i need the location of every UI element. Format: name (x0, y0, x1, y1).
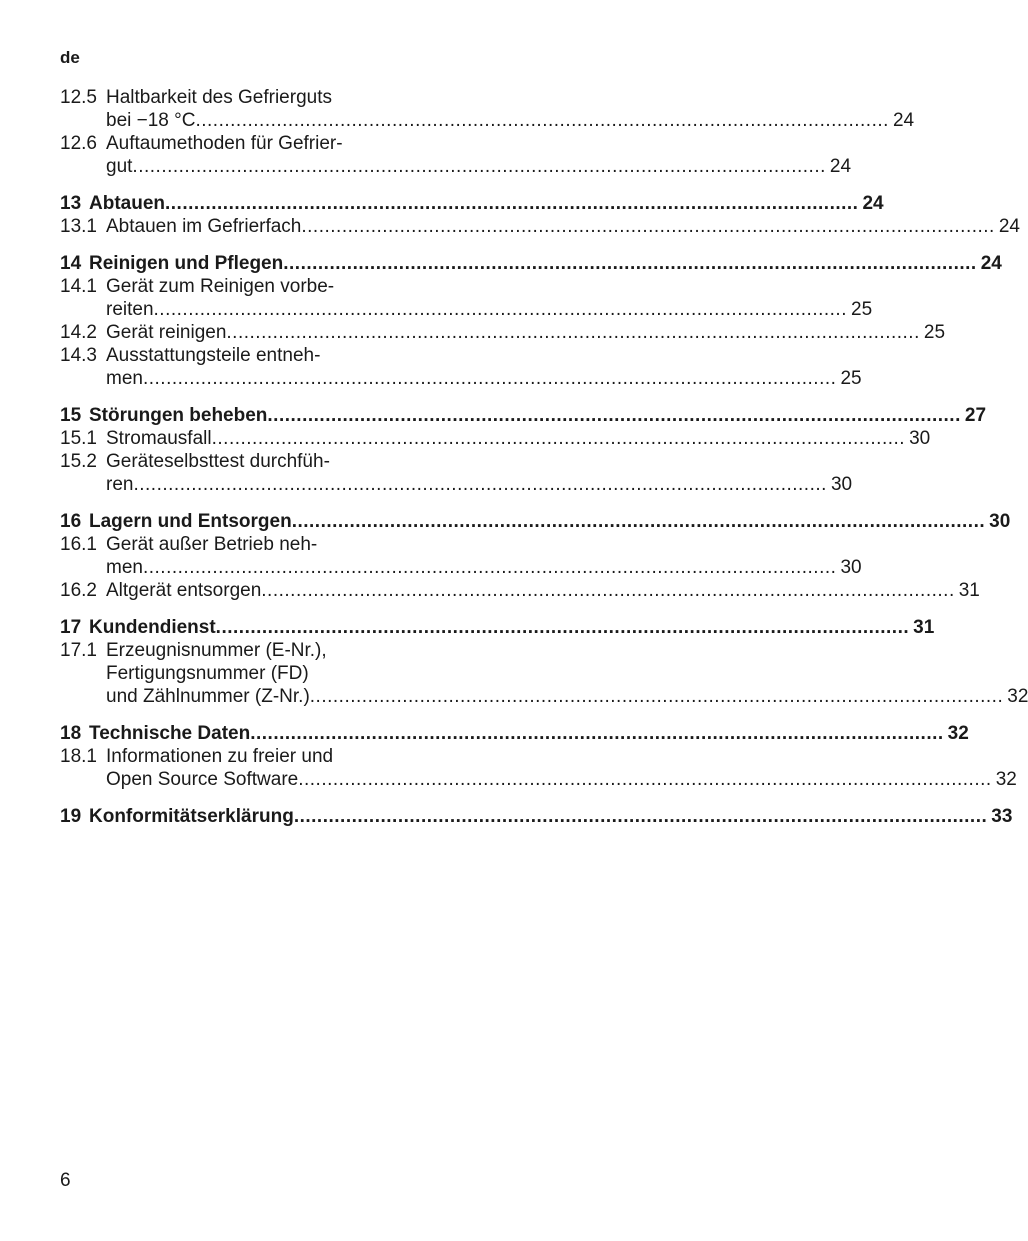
dot-leader: ........................................................................................................................ (309, 686, 1004, 707)
toc-entry-label: reiten (106, 299, 154, 320)
toc-entry-label: Stromausfall (106, 428, 212, 449)
toc-entry[interactable] (60, 321, 946, 344)
toc-entry-label: ren (106, 474, 134, 495)
toc-entry-text: Auftaumethoden für Gefrier- (106, 133, 343, 154)
section-number: 17.1 (60, 640, 97, 661)
section-number: 12.5 (60, 87, 97, 108)
dot-leader: ........................................................................................................................ (153, 299, 847, 320)
toc-entry-label: Open Source Software (106, 769, 299, 790)
chapter-number: 13 (60, 193, 82, 214)
toc-section (60, 252, 1002, 390)
toc-entry-label: Störungen beheben (89, 405, 268, 426)
toc-section (60, 404, 987, 496)
section-number: 14.1 (60, 276, 97, 297)
toc-page-number: 30 (905, 427, 930, 450)
chapter-number: 16 (60, 511, 82, 532)
dot-leader: ........................................................................................................................ (132, 156, 826, 177)
table-of-contents (60, 86, 1028, 842)
toc-entry-label: Technische Daten (89, 723, 251, 744)
toc-entry-text: Haltbarkeit des Gefrierguts (106, 87, 332, 108)
toc-page-number: 24 (858, 192, 883, 215)
chapter-number: 14 (60, 253, 82, 274)
toc-entry-label: Kundendienst (89, 617, 216, 638)
dot-leader: ........................................................................................................................ (283, 253, 977, 274)
toc-page-number: 32 (1003, 685, 1028, 708)
toc-page-number: 30 (827, 473, 852, 496)
dot-leader: ........................................................................................................................ (291, 511, 986, 532)
dot-leader: ........................................................................................................................ (142, 557, 837, 578)
toc-section (60, 192, 1020, 238)
toc-chapter-heading[interactable] (60, 252, 1002, 275)
toc-entry-label: Reinigen und Pflegen (89, 253, 284, 274)
dot-leader: ........................................................................................................................ (267, 405, 961, 426)
section-number: 13.1 (60, 216, 97, 237)
language-label: de (60, 48, 80, 67)
section-number: 15.1 (60, 428, 97, 449)
dot-leader: ........................................................................................................................ (142, 368, 837, 389)
chapter-number: 17 (60, 617, 82, 638)
toc-page-number: 24 (826, 155, 851, 178)
toc-page-number: 32 (992, 768, 1017, 791)
toc-chapter-heading[interactable] (60, 510, 1011, 533)
section-number: 14.2 (60, 322, 97, 343)
toc-page-number: 24 (995, 215, 1020, 238)
toc-entry-text: Informationen zu freier und (106, 746, 334, 767)
toc-entry[interactable] (60, 533, 862, 579)
toc-page-number: 31 (955, 579, 980, 602)
toc-page-number: 33 (987, 805, 1012, 828)
toc-entry-text: Fertigungsnummer (FD) (106, 663, 309, 684)
toc-chapter-heading[interactable] (60, 805, 1013, 828)
dot-leader: ........................................................................................................................ (298, 769, 992, 790)
toc-page-number: 24 (977, 252, 1002, 275)
toc-page-number: 27 (961, 404, 986, 427)
toc-entry-label: men (106, 557, 143, 578)
toc-entry[interactable] (60, 86, 915, 132)
toc-entry-label: Altgerät entsorgen (106, 580, 262, 601)
toc-entry[interactable] (60, 344, 862, 390)
dot-leader: ........................................................................................................................ (195, 110, 889, 131)
toc-page-number: 32 (944, 722, 969, 745)
toc-entry[interactable] (60, 745, 1017, 791)
toc-section (60, 86, 915, 178)
section-number: 16.1 (60, 534, 97, 555)
toc-entry-label: Abtauen im Gefrierfach (106, 216, 302, 237)
toc-entry-label: Konformitätserklärung (89, 806, 294, 827)
section-number: 16.2 (60, 580, 97, 601)
toc-section (60, 616, 1028, 708)
toc-section (60, 510, 1011, 602)
toc-entry[interactable] (60, 132, 852, 178)
chapter-number: 18 (60, 723, 82, 744)
dot-leader: ........................................................................................................................ (301, 216, 995, 237)
toc-page-number: 24 (889, 109, 914, 132)
section-number: 15.2 (60, 451, 97, 472)
toc-section (60, 805, 1013, 828)
toc-entry[interactable] (60, 579, 980, 602)
dot-leader: ........................................................................................................................ (250, 723, 944, 744)
section-number: 14.3 (60, 345, 97, 366)
toc-entry-text: Ausstattungsteile entneh- (106, 345, 321, 366)
dot-leader: ........................................................................................................................ (215, 617, 910, 638)
dot-leader: ........................................................................................................................ (165, 193, 859, 214)
dot-leader: ........................................................................................................................ (133, 474, 827, 495)
dot-leader: ........................................................................................................................ (211, 428, 906, 449)
toc-page-number: 30 (985, 510, 1010, 533)
toc-section (60, 722, 1017, 791)
toc-page-number: 25 (836, 367, 861, 390)
chapter-number: 15 (60, 405, 82, 426)
toc-entry-label: und Zählnummer (Z-Nr.) (106, 686, 310, 707)
toc-entry[interactable] (60, 450, 853, 496)
toc-entry[interactable] (60, 275, 873, 321)
toc-entry-label: men (106, 368, 143, 389)
toc-page-number: 31 (909, 616, 934, 639)
chapter-number: 19 (60, 806, 82, 827)
toc-entry[interactable] (60, 639, 1028, 708)
page-number: 6 (60, 1170, 71, 1191)
toc-chapter-heading[interactable] (60, 404, 987, 427)
toc-entry-text: Gerät zum Reinigen vorbe- (106, 276, 335, 297)
toc-entry-text: Gerät außer Betrieb neh- (106, 534, 318, 555)
dot-leader: ........................................................................................................................ (261, 580, 955, 601)
dot-leader: ........................................................................................................................ (293, 806, 988, 827)
toc-chapter-heading[interactable] (60, 616, 935, 639)
toc-page-number: 30 (836, 556, 861, 579)
section-number: 18.1 (60, 746, 97, 767)
toc-entry[interactable] (60, 215, 1020, 238)
toc-entry-text: Erzeugnisnummer (E-Nr.), (106, 640, 327, 661)
toc-entry-text: Geräteselbsttest durchfüh- (106, 451, 330, 472)
section-number: 12.6 (60, 133, 97, 154)
toc-page-number: 25 (920, 321, 945, 344)
toc-entry-label: Abtauen (89, 193, 165, 214)
toc-page-number: 25 (847, 298, 872, 321)
toc-chapter-heading[interactable] (60, 722, 969, 745)
toc-chapter-heading[interactable] (60, 192, 884, 215)
toc-entry-label: gut (106, 156, 133, 177)
toc-entry-label: bei −18 °C (106, 110, 196, 131)
toc-entry-label: Lagern und Entsorgen (89, 511, 292, 532)
toc-entry-label: Gerät reinigen (106, 322, 227, 343)
dot-leader: ........................................................................................................................ (226, 322, 920, 343)
toc-entry[interactable] (60, 427, 931, 450)
